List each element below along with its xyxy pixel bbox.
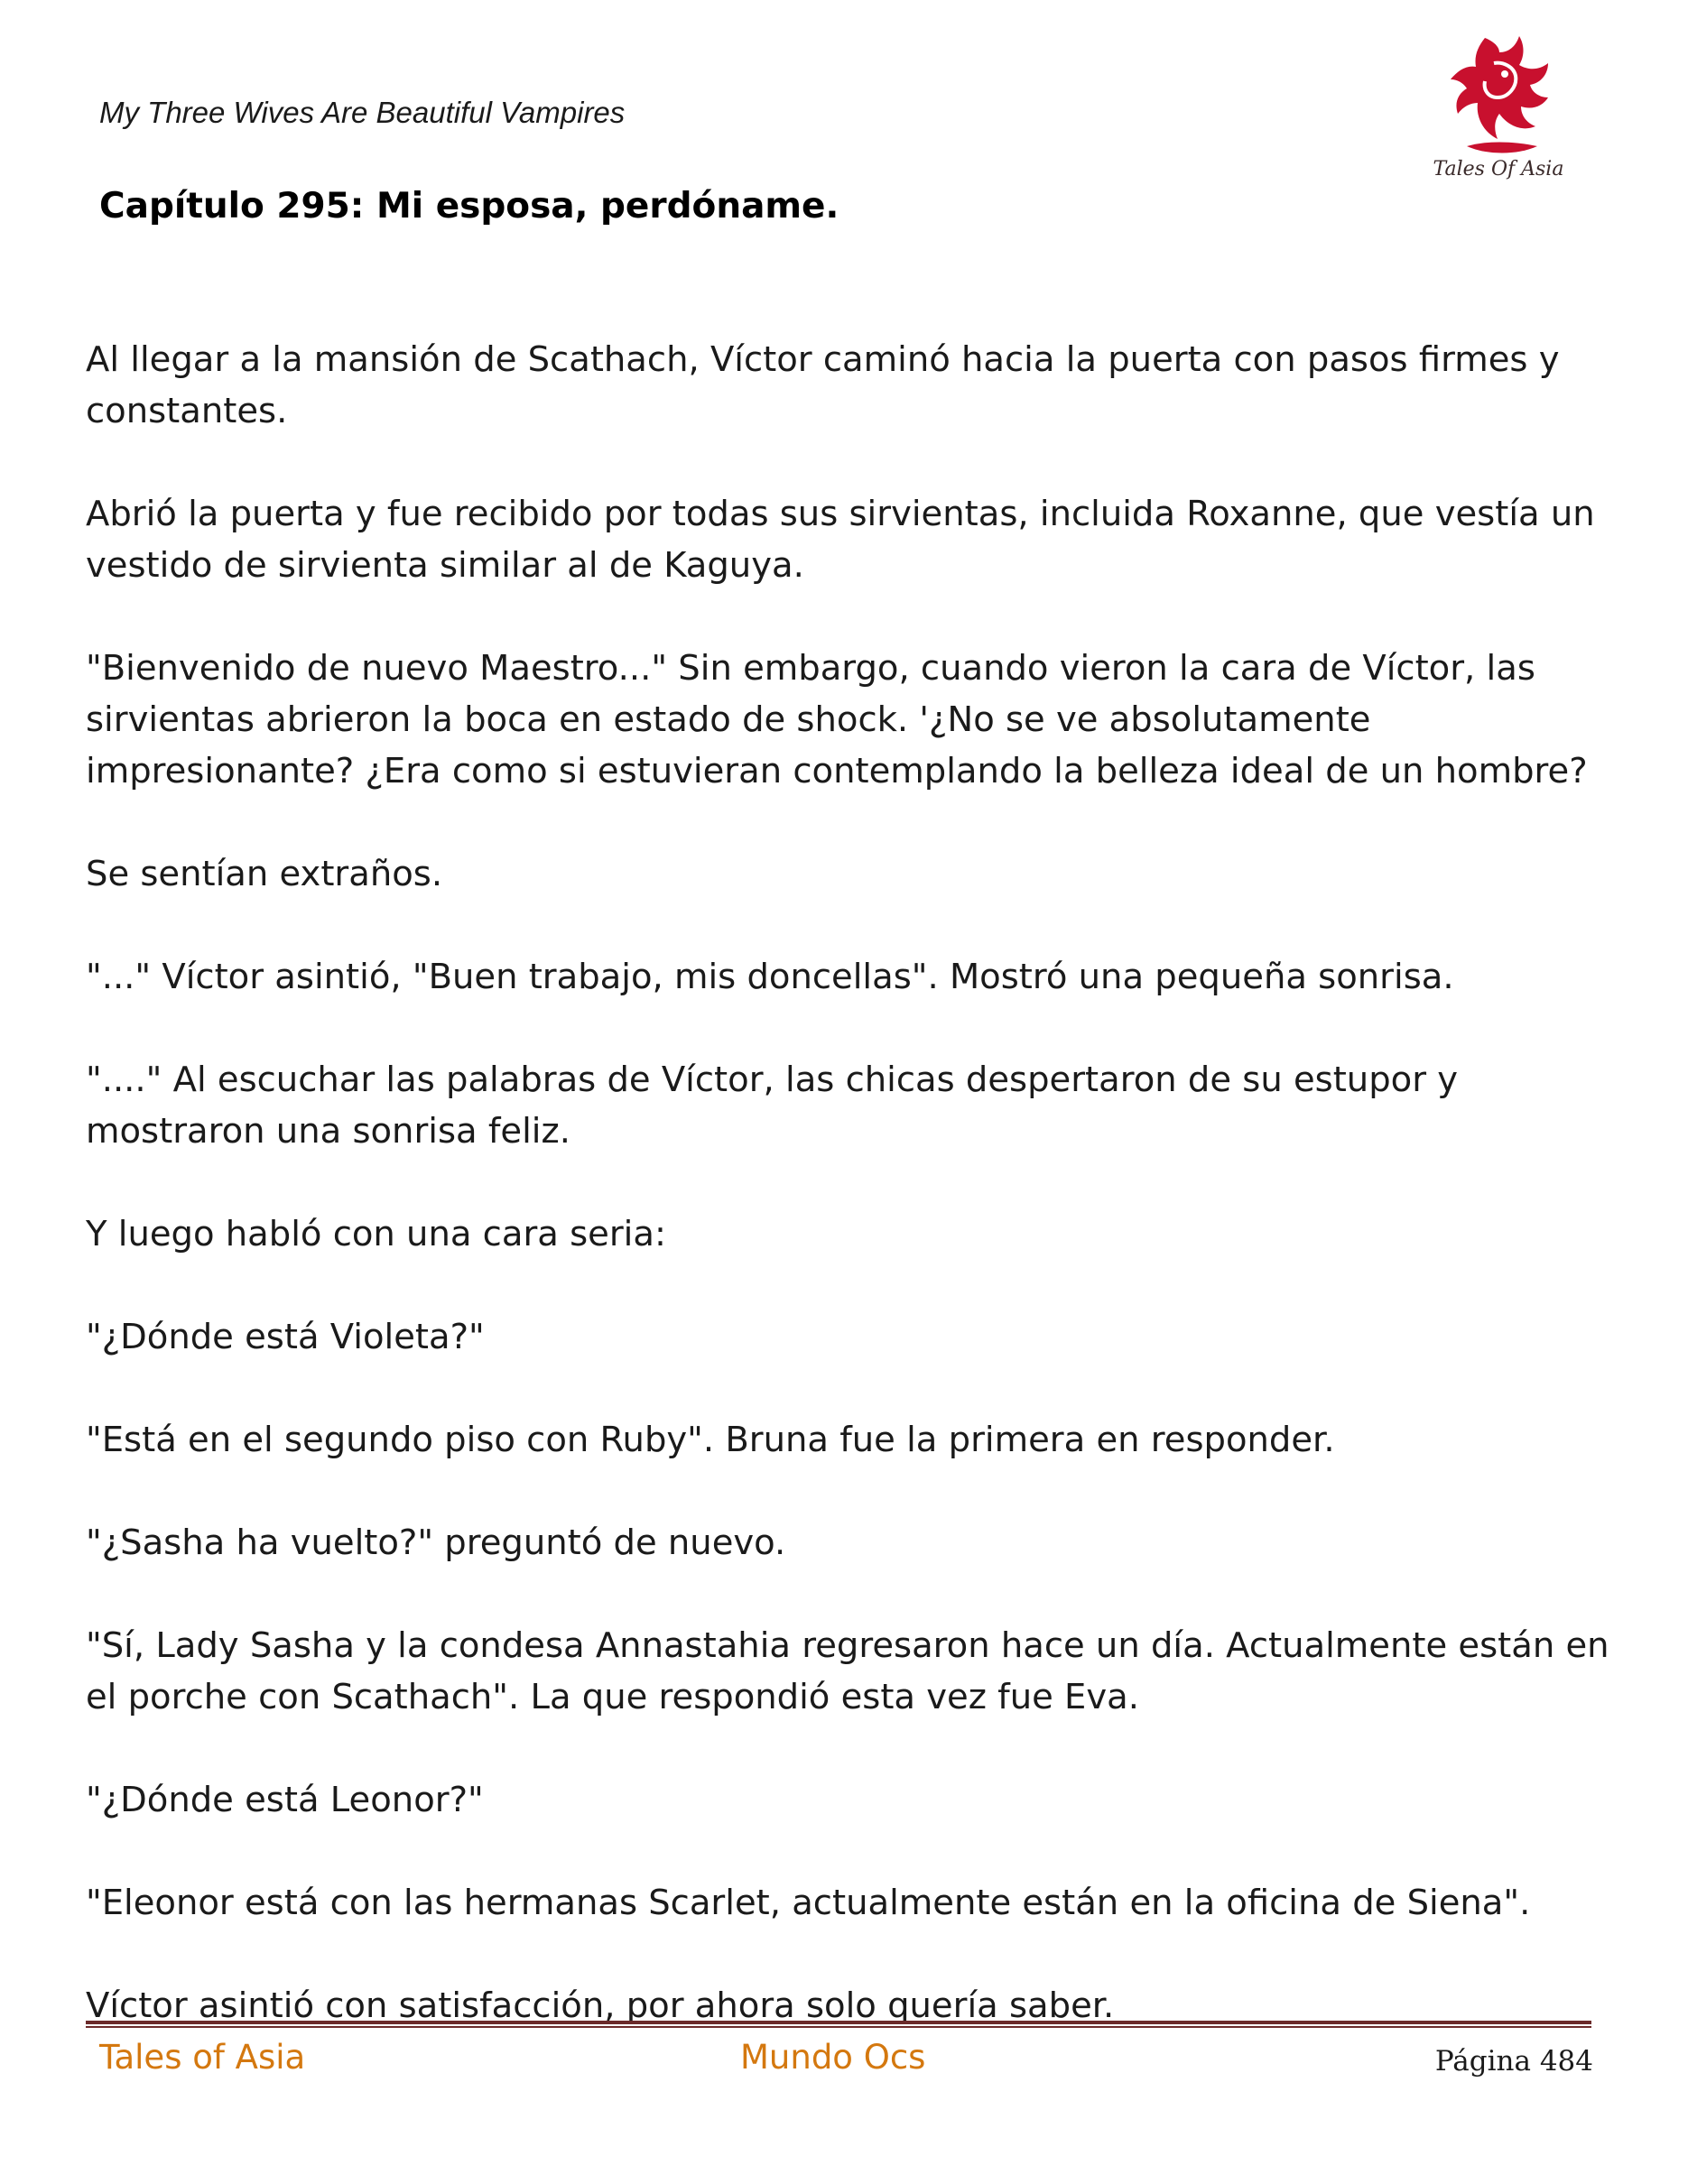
paragraph: "Eleonor está con las hermanas Scarlet, actualmente están en la oficina de Siena". [86,1883,1531,1923]
chapter-body [86,334,1620,2031]
paragraph: Al llegar a la mansión de Scathach, Víctor caminó hacia la puerta con pasos firmes y constantes. [86,339,1560,431]
paragraph: "¿Dónde está Leonor?" [86,1780,484,1820]
paragraph: Abrió la puerta y fue recibido por todas sus sirvientas, incluida Roxanne, que vestía un vestido de sirvienta similar al de Kaguya. [86,494,1595,586]
paragraph: "Está en el segundo piso con Ruby". Bruna fue la primera en responder. [86,1420,1335,1460]
footer-section-name: Mundo Ocs [740,2038,926,2077]
paragraph: Víctor asintió con satisfacción, por ahora solo quería saber. [86,1985,1115,2026]
dragon-icon [1431,20,1566,182]
paragraph: "¿Sasha ha vuelto?" preguntó de nuevo. [86,1522,786,1563]
book-title: My Three Wives Are Beautiful Vampires [99,96,626,129]
paragraph: Se sentían extraños. [86,854,443,894]
page-number: Página 484 [1434,2045,1593,2078]
dragon-logo [1431,20,1566,182]
footer-rule [86,2021,1591,2028]
logo-text: Tales Of Asia [1433,158,1564,180]
paragraph: Y luego habló con una cara seria: [86,1214,666,1254]
paragraph: "¿Dónde está Violeta?" [86,1317,485,1357]
paragraph: "...." Al escuchar las palabras de Víctor, las chicas despertaron de su estupor y mostraron una sonrisa feliz. [86,1060,1459,1152]
chapter-title: Capítulo 295: Mi esposa, perdóname. [99,186,839,227]
paragraph: "Bienvenido de nuevo Maestro..." Sin embargo, cuando vieron la cara de Víctor, las sirvientas abrieron la boca en estado de shock. '¿No se ve absolutamente impresionante? ¿Era como si estuvieran contemplando la belleza ideal de un hombre? [86,648,1588,791]
paragraph: "Sí, Lady Sasha y la condesa Annastahia regresaron hace un día. Actualmente están en el porche con Scathach". La que respondió esta vez fue Eva. [86,1625,1609,1717]
footer-site-name: Tales of Asia [99,2038,306,2077]
paragraph: "..." Víctor asintió, "Buen trabajo, mis doncellas". Mostró una pequeña sonrisa. [86,957,1454,997]
